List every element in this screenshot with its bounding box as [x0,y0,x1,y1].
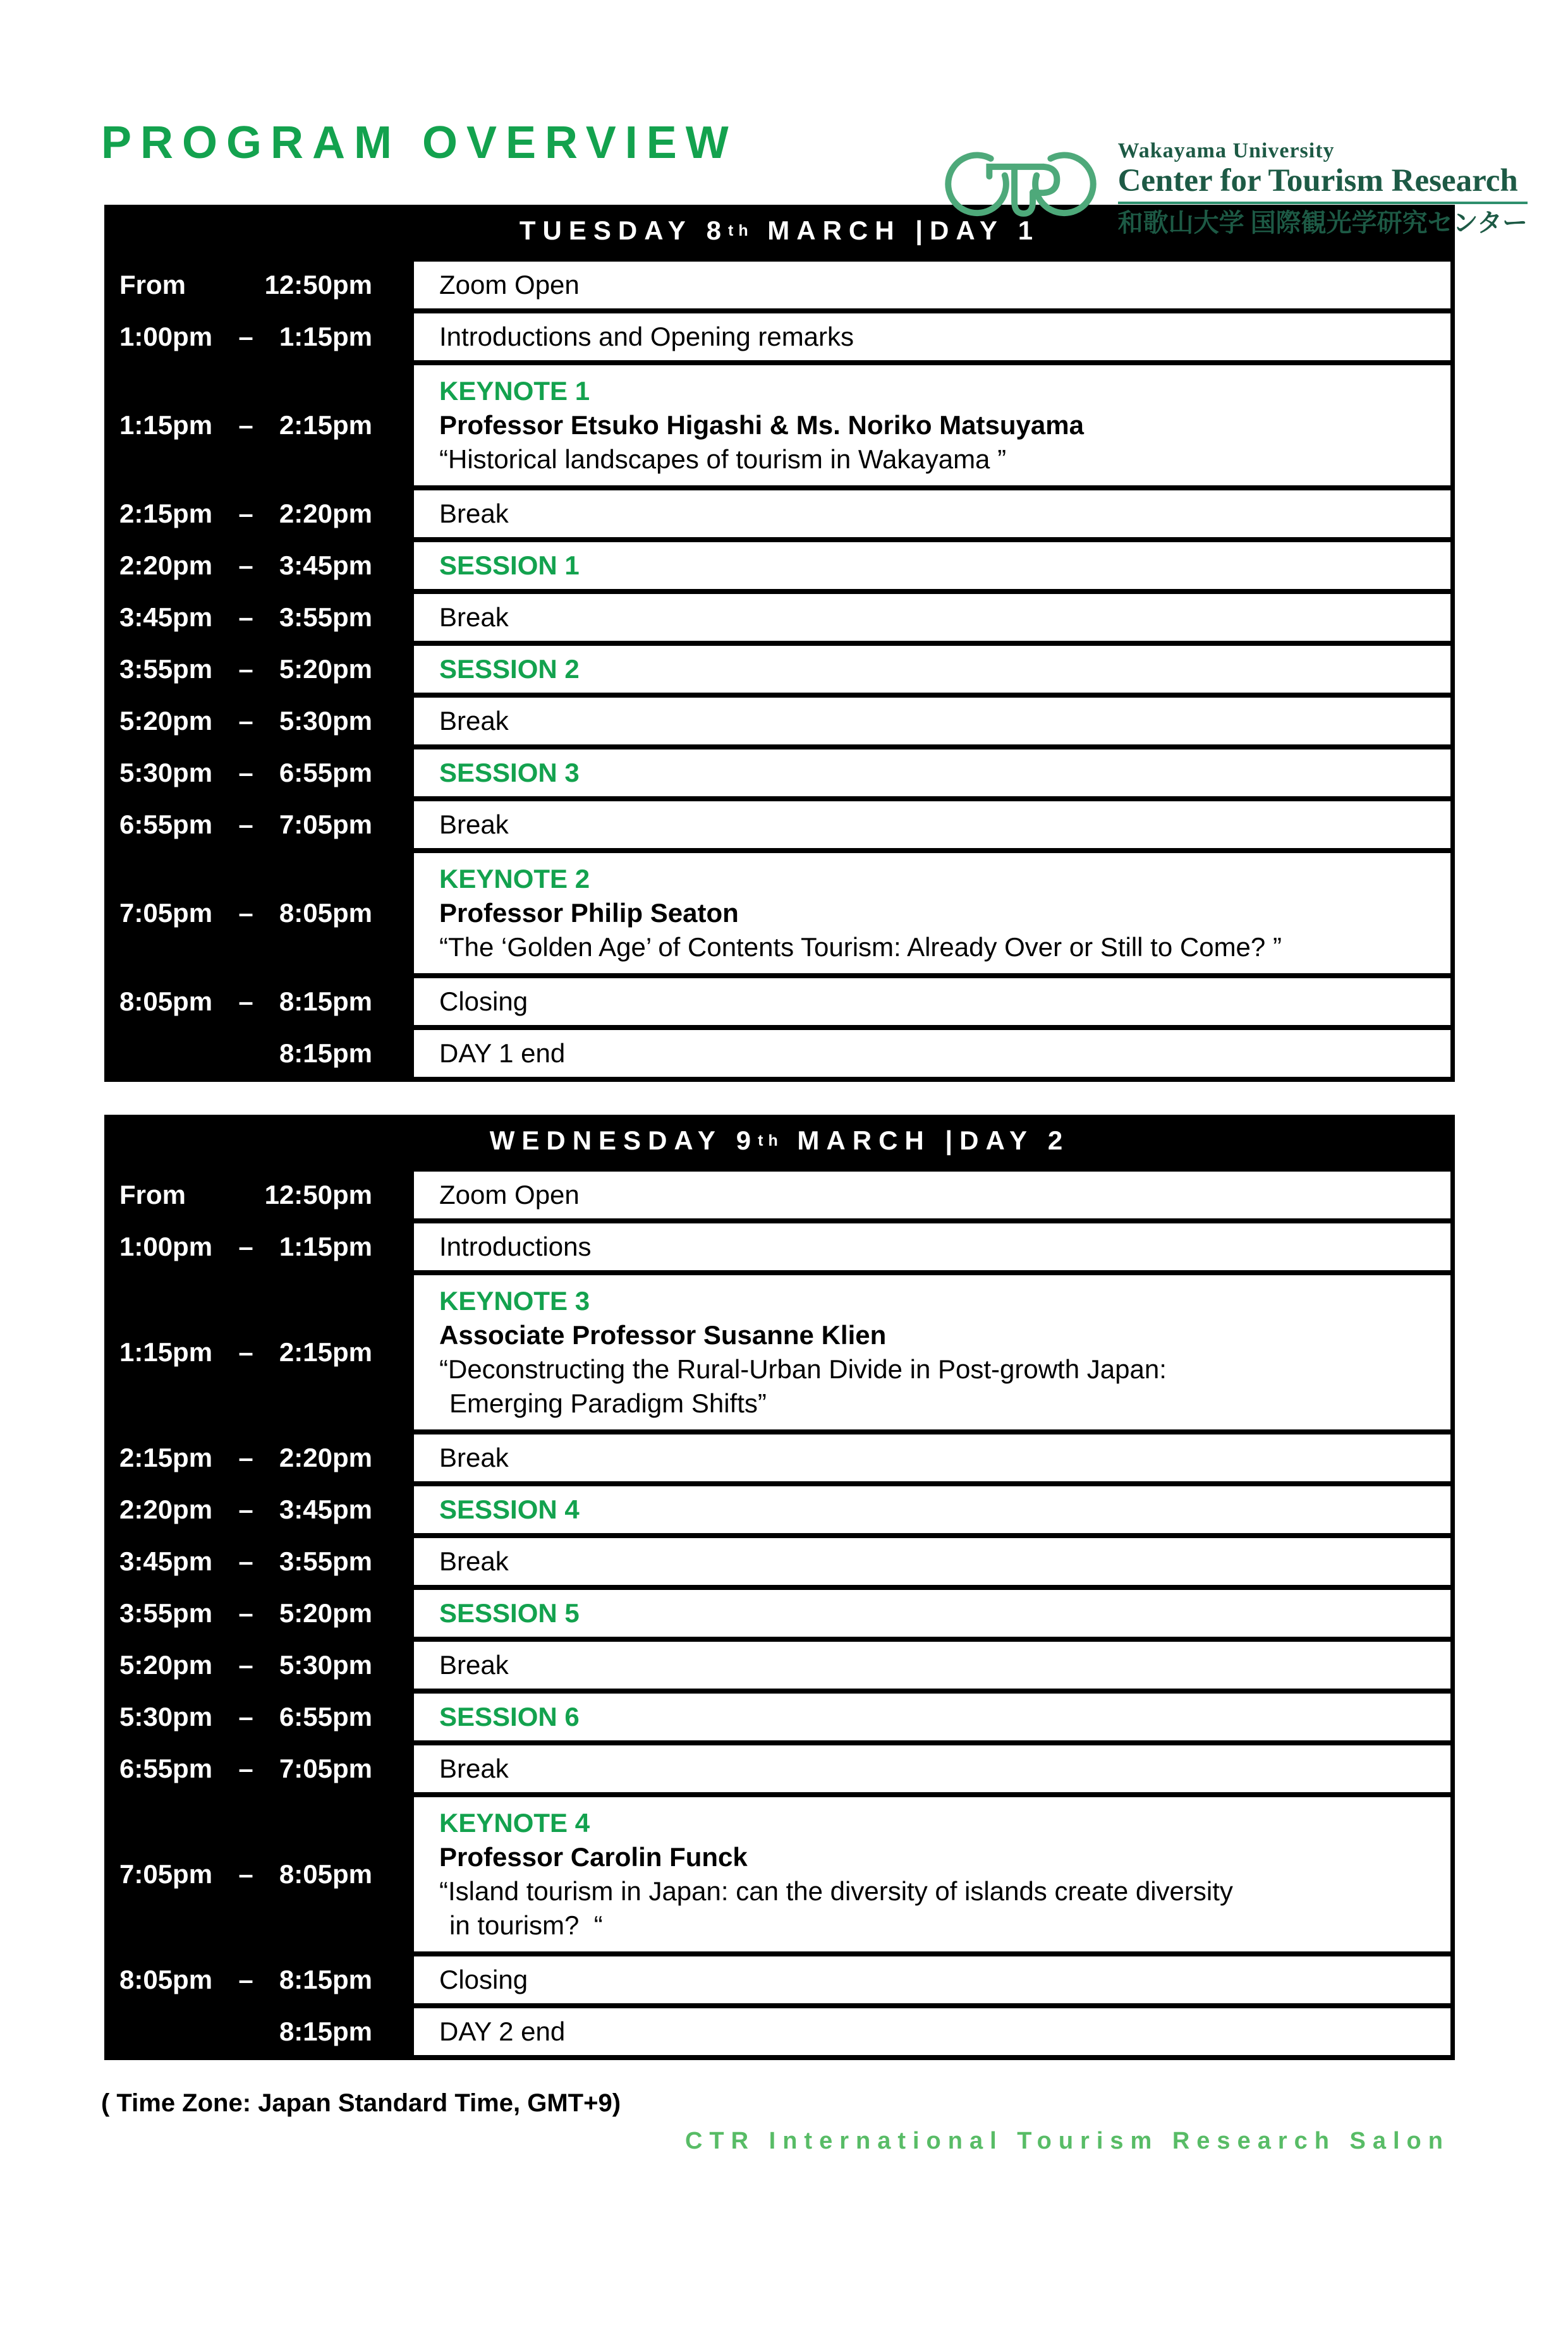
event-cell [414,1172,1450,1218]
time-cell [104,1223,414,1270]
schedule-row [104,1590,1455,1637]
event-cell [414,1694,1450,1740]
event-line: KEYNOTE 1 [439,376,590,406]
time-start: 5:20pm [119,1650,213,1680]
event-cell [414,313,1450,360]
time-dash: – [238,1495,253,1524]
event-cell [414,749,1450,796]
schedule-row [104,698,1455,744]
event-line: Professor Philip Seaton [439,898,739,928]
time-start: 7:05pm [119,1859,213,1889]
schedule-row [104,594,1455,641]
event-line: “The ‘Golden Age’ of Contents Tourism: Already Over or Still to Come? ” [439,932,1282,962]
time-cell [104,365,414,485]
logo-japanese-name: 和歌山大学 国際観光学研究センター [1117,209,1528,237]
time-end: 6:55pm [279,1702,372,1732]
event-cell [414,542,1450,589]
time-dash: – [238,1859,253,1889]
page-title: PROGRAM OVERVIEW [101,118,738,168]
event-cell [414,2008,1450,2055]
ctr-glasses-logo-icon [941,139,1100,222]
event-line: Break [439,602,509,632]
event-line: KEYNOTE 2 [439,864,590,894]
time-cell [104,1642,414,1689]
time-start: 3:45pm [119,602,213,632]
logo-center-name: Center for Tourism Research [1117,163,1518,198]
event-cell [414,1590,1450,1637]
schedule-row [104,1172,1455,1218]
event-cell [414,1797,1450,1951]
schedule-row [104,365,1455,485]
time-cell [104,698,414,744]
time-dash: – [238,499,253,528]
schedule-row [104,1434,1455,1481]
schedule-row [104,1223,1455,1270]
time-dash: – [238,1702,253,1732]
time-cell [104,1590,414,1637]
time-cell [104,1745,414,1792]
event-line: Break [439,1754,509,1783]
schedule-row [104,801,1455,848]
time-cell [104,853,414,973]
schedule-row [104,542,1455,589]
event-cell [414,262,1450,308]
time-end: 5:20pm [279,654,372,684]
ctr-logo [941,139,1528,238]
time-dash: – [238,706,253,736]
schedule-row [104,1538,1455,1585]
time-start: 3:55pm [119,654,213,684]
time-end: 2:20pm [279,499,372,528]
time-dash: – [238,550,253,580]
time-end: 12:50pm [264,270,372,300]
time-end: 3:45pm [279,550,372,580]
schedule-row [104,749,1455,796]
time-end: 7:05pm [279,810,372,839]
schedule-row [104,1797,1455,1951]
timezone-note: ( Time Zone: Japan Standard Time, GMT+9) [101,2089,621,2117]
time-end: 5:20pm [279,1598,372,1628]
event-cell [414,1223,1450,1270]
time-start: 5:30pm [119,758,213,787]
time-cell [104,542,414,589]
event-cell [414,801,1450,848]
time-cell [104,1694,414,1740]
logo-divider [1118,202,1528,204]
event-cell [414,594,1450,641]
time-cell [104,1030,414,1077]
time-cell [104,490,414,537]
schedule-row [104,262,1455,308]
schedule-row [104,490,1455,537]
event-line: SESSION 1 [439,550,580,580]
time-dash: – [238,1443,253,1472]
time-end: 8:15pm [279,986,372,1016]
time-end: 8:05pm [279,1859,372,1889]
event-line: “Historical landscapes of tourism in Wakayama ” [439,444,1007,474]
event-line: Break [439,1546,509,1576]
time-end: 3:55pm [279,602,372,632]
time-start: 2:15pm [119,1443,213,1472]
time-dash: – [238,986,253,1016]
time-start: 7:05pm [119,898,213,928]
salon-footer-label: CTR International Tourism Research Salon [684,2128,1450,2154]
schedule-row [104,1745,1455,1792]
event-line: SESSION 6 [439,1702,580,1732]
logo-wordmark [1118,139,1528,238]
time-dash: – [238,1337,253,1367]
time-cell [104,1172,414,1218]
time-start: 3:55pm [119,1598,213,1628]
event-line: Emerging Paradigm Shifts” [449,1388,767,1418]
time-start: 1:00pm [119,1232,213,1261]
time-cell [104,1538,414,1585]
event-cell [414,1486,1450,1533]
time-end: 8:15pm [279,1965,372,1994]
time-dash: – [238,1546,253,1576]
event-line: KEYNOTE 4 [439,1808,590,1838]
time-end: 6:55pm [279,758,372,787]
time-cell [104,262,414,308]
time-start: 3:45pm [119,1546,213,1576]
day-1-header: TUESDAY 8 th MARCH |DAY 1 [519,215,1040,245]
time-cell [104,1434,414,1481]
event-line: Closing [439,986,528,1016]
schedule-row [104,1275,1455,1429]
event-line: Introductions [439,1232,592,1261]
time-start: 8:05pm [119,986,213,1016]
logo-university-name: Wakayama University [1117,139,1335,162]
event-line: Associate Professor Susanne Klien [439,1320,887,1350]
event-cell [414,1030,1450,1077]
time-dash: – [238,654,253,684]
event-line: Professor Etsuko Higashi & Ms. Noriko Matsuyama [439,410,1084,440]
schedule-row [104,1030,1455,1077]
time-cell [104,2008,414,2055]
time-start: 8:05pm [119,1965,213,1994]
time-dash: – [238,810,253,839]
time-start: 6:55pm [119,1754,213,1783]
event-line: Zoom Open [439,1180,580,1210]
event-line: Break [439,706,509,736]
event-cell [414,646,1450,693]
event-line: in tourism? “ [449,1910,603,1940]
schedule-row [104,978,1455,1025]
time-end: 8:15pm [279,2017,372,2046]
event-cell [414,1642,1450,1689]
event-cell [414,1956,1450,2003]
time-start: 1:15pm [119,410,213,440]
event-line: SESSION 3 [439,758,580,787]
event-cell [414,365,1450,485]
event-line: Break [439,1443,509,1472]
schedule-row [104,1486,1455,1533]
time-end: 1:15pm [279,322,372,351]
event-line: Professor Carolin Funck [439,1842,748,1872]
time-end: 7:05pm [279,1754,372,1783]
day-1-table [104,205,1455,1082]
schedule-row [104,853,1455,973]
time-start: 2:20pm [119,1495,213,1524]
time-dash: – [238,758,253,787]
time-cell [104,1486,414,1533]
schedule-row [104,1956,1455,2003]
event-line: Break [439,1650,509,1680]
time-dash: – [238,602,253,632]
time-end: 2:15pm [279,1337,372,1367]
time-end: 12:50pm [264,1180,372,1210]
schedule-row [104,646,1455,693]
event-line: KEYNOTE 3 [439,1286,590,1316]
time-start: 2:15pm [119,499,213,528]
event-line: Closing [439,1965,528,1994]
event-line: “Deconstructing the Rural-Urban Divide in Post-growth Japan: [439,1354,1167,1384]
time-dash: – [238,410,253,440]
time-start: 5:30pm [119,1702,213,1732]
event-line: SESSION 4 [439,1495,580,1524]
schedule-tables [104,205,1455,2060]
event-line: SESSION 2 [439,654,580,684]
event-cell [414,853,1450,973]
schedule-row [104,1694,1455,1740]
time-start: 1:00pm [119,322,213,351]
time-dash: – [238,898,253,928]
time-dash: – [238,1650,253,1680]
event-line: DAY 1 end [439,1038,566,1068]
time-cell [104,1956,414,2003]
event-line: SESSION 5 [439,1598,580,1628]
event-cell [414,1275,1450,1429]
event-line: Break [439,810,509,839]
time-cell [104,594,414,641]
time-start: 5:20pm [119,706,213,736]
time-cell [104,646,414,693]
time-end: 3:45pm [279,1495,372,1524]
event-line: “Island tourism in Japan: can the diversity of islands create diversity [439,1876,1233,1906]
time-dash: – [238,1598,253,1628]
event-cell [414,490,1450,537]
time-cell [104,1275,414,1429]
time-dash: – [238,1232,253,1261]
time-start: From [119,270,186,300]
time-end: 8:05pm [279,898,372,928]
time-end: 5:30pm [279,1650,372,1680]
event-cell [414,1434,1450,1481]
schedule-row [104,2008,1455,2055]
time-dash: – [238,322,253,351]
time-end: 5:30pm [279,706,372,736]
time-end: 2:20pm [279,1443,372,1472]
time-cell [104,313,414,360]
time-cell [104,801,414,848]
schedule-row [104,313,1455,360]
time-dash: – [238,1754,253,1783]
event-line: Break [439,499,509,528]
time-cell [104,978,414,1025]
time-start: 1:15pm [119,1337,213,1367]
time-cell [104,749,414,796]
schedule-row [104,1642,1455,1689]
event-cell [414,1745,1450,1792]
event-line: DAY 2 end [439,2017,566,2046]
time-cell [104,1797,414,1951]
time-dash: – [238,1965,253,1994]
time-end: 1:15pm [279,1232,372,1261]
time-start: 2:20pm [119,550,213,580]
event-cell [414,1538,1450,1585]
time-end: 3:55pm [279,1546,372,1576]
day-2-table [104,1115,1455,2060]
event-line: Zoom Open [439,270,580,300]
day-2-header: WEDNESDAY 9 th MARCH |DAY 2 [489,1125,1070,1155]
time-start: 6:55pm [119,810,213,839]
time-start: From [119,1180,186,1210]
time-end: 2:15pm [279,410,372,440]
event-cell [414,698,1450,744]
time-end: 8:15pm [279,1038,372,1068]
event-cell [414,978,1450,1025]
event-line: Introductions and Opening remarks [439,322,854,351]
